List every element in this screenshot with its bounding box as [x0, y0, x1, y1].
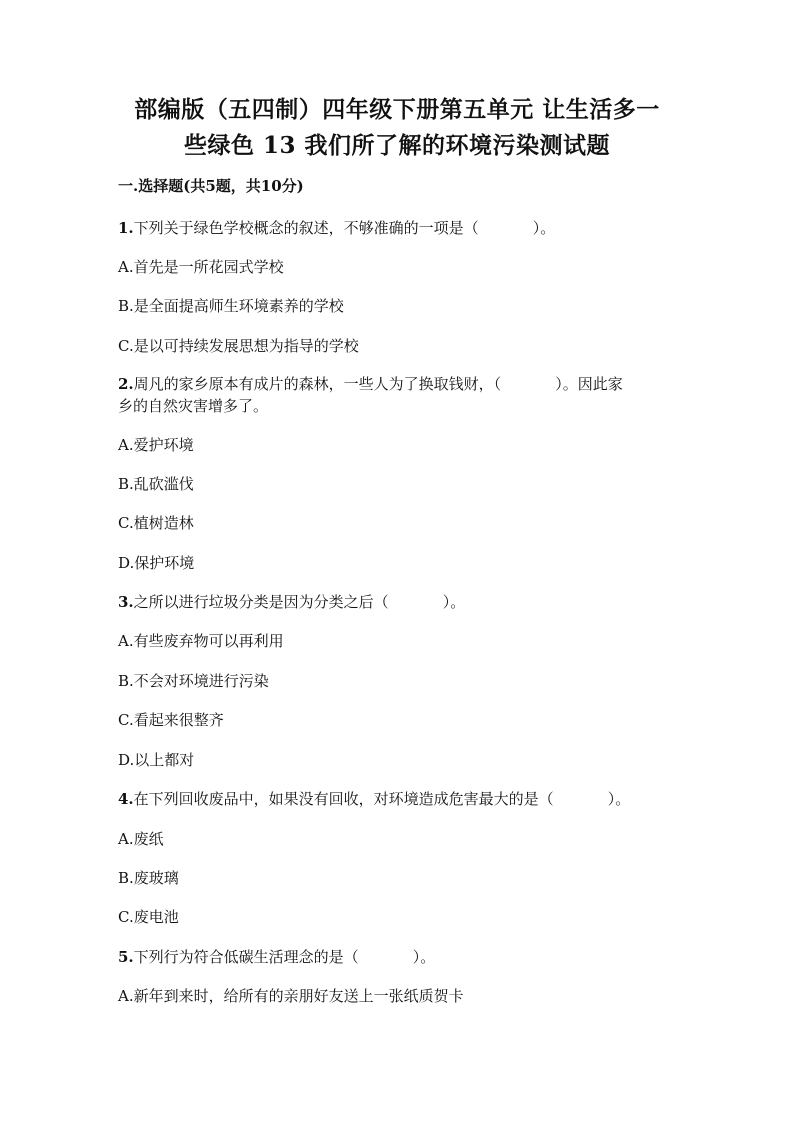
question-3-option-b[interactable]: B.不会对环境进行污染	[118, 672, 269, 690]
question-3-text: 之所以进行垃圾分类是因为分类之后（	[133, 593, 389, 611]
question-1-option-b[interactable]: B.是全面提高师生环境素养的学校	[118, 297, 344, 315]
question-5-text-end: ）。	[412, 948, 436, 966]
question-3-number: 3.	[118, 593, 134, 611]
question-1-text: 下列关于绿色学校概念的叙述，不够准确的一项是（	[133, 219, 479, 237]
question-2-option-a[interactable]: A.爱护环境	[118, 436, 194, 454]
question-2-option-c[interactable]: C.植树造林	[118, 514, 194, 532]
question-2-option-b[interactable]: B.乱砍滥伐	[118, 475, 194, 493]
question-4-text-end: ）。	[607, 790, 631, 808]
question-4-option-b[interactable]: B.废玻璃	[118, 869, 179, 887]
question-4-stem	[118, 787, 630, 811]
question-4-option-c[interactable]: C.废电池	[118, 908, 179, 926]
page-title-line-1: 部编版（五四制）四年级下册第五单元 让生活多一	[134, 96, 660, 123]
question-2-text-end: ）。因此家	[555, 375, 623, 393]
question-2-text: 周凡的家乡原本有成片的森林，一些人为了换取钱财，（	[133, 375, 502, 393]
question-5-number: 5.	[118, 948, 134, 966]
page-title-line-2: 些绿色 13 我们所了解的环境污染测试题	[183, 132, 611, 159]
question-4-number: 4.	[118, 790, 134, 808]
question-3-option-d[interactable]: D.以上都对	[118, 751, 195, 769]
question-3-stem	[118, 590, 465, 614]
question-2-number: 2.	[118, 375, 134, 393]
question-3-text-end: ）。	[442, 593, 466, 611]
question-2-stem-line-2: 乡的自然灾害增多了。	[118, 397, 269, 415]
question-5-text: 下列行为符合低碳生活理念的是（	[133, 948, 359, 966]
question-2-stem	[118, 372, 623, 396]
question-1-option-c[interactable]: C.是以可持续发展思想为指导的学校	[118, 337, 359, 355]
section-header: 一.选择题(共5题，共10分)	[118, 177, 304, 195]
question-4-option-a[interactable]: A.废纸	[118, 830, 164, 848]
question-4-text: 在下列回收废品中，如果没有回收，对环境造成危害最大的是（	[133, 790, 554, 808]
question-5-stem	[118, 945, 435, 969]
question-1-number: 1.	[118, 219, 134, 237]
question-1-option-a[interactable]: A.首先是一所花园式学校	[118, 258, 284, 276]
question-5-option-a[interactable]: A.新年到来时，给所有的亲朋好友送上一张纸质贺卡	[118, 987, 464, 1005]
question-3-option-a[interactable]: A.有些废弃物可以再利用	[118, 632, 284, 650]
question-3-option-c[interactable]: C.看起来很整齐	[118, 711, 224, 729]
question-2-option-d[interactable]: D.保护环境	[118, 554, 195, 572]
question-1-text-end: ）。	[532, 219, 556, 237]
question-1-stem	[118, 216, 555, 240]
